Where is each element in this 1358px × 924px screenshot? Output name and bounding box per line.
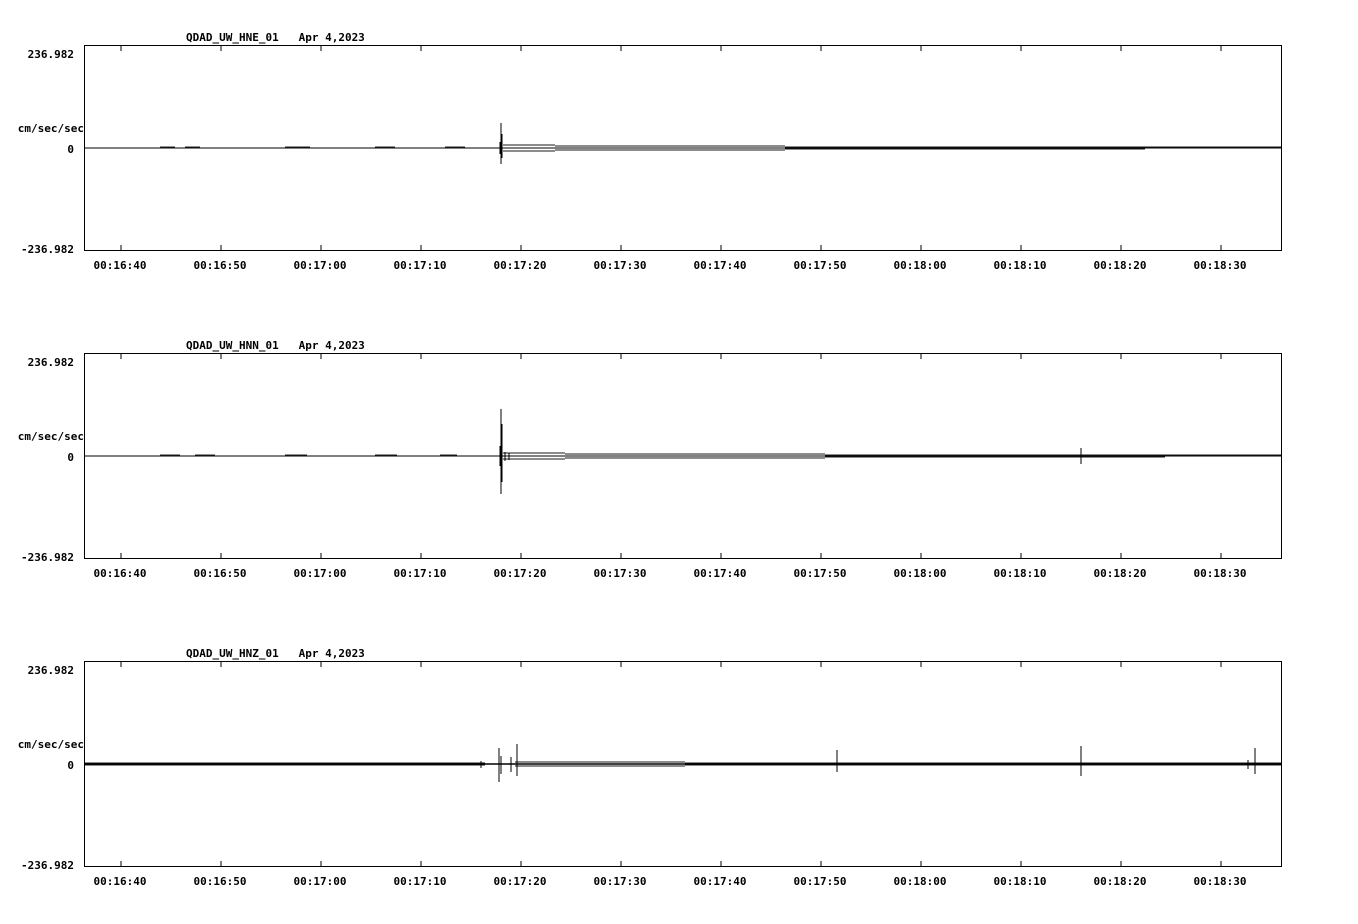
waveform-hnn xyxy=(85,354,1281,558)
xtick-label-hnn-2: 00:17:00 xyxy=(293,567,347,580)
y-axis-zero-label-hnz: 0 xyxy=(67,759,74,772)
waveform-hnz xyxy=(85,662,1281,866)
y-axis-zero-label-hnn: 0 xyxy=(67,451,74,464)
waveform-hne xyxy=(85,46,1281,250)
xtick-label-hne-6: 00:17:40 xyxy=(693,259,747,272)
y-axis-max-label-hnz: 236.982 xyxy=(27,664,74,677)
xtick-label-hne-2: 00:17:00 xyxy=(293,259,347,272)
panel-title-hnn: QDAD_UW_HNN_01 Apr 4,2023 xyxy=(186,339,365,352)
xtick-label-hnn-1: 00:16:50 xyxy=(193,567,247,580)
y-axis-unit-label-hnz: cm/sec/sec xyxy=(17,738,84,751)
xtick-label-hnz-8: 00:18:00 xyxy=(893,875,947,888)
xtick-label-hnn-0: 00:16:40 xyxy=(93,567,147,580)
xtick-label-hne-3: 00:17:10 xyxy=(393,259,447,272)
xtick-label-hne-5: 00:17:30 xyxy=(593,259,647,272)
xtick-label-hnz-0: 00:16:40 xyxy=(93,875,147,888)
xtick-label-hnz-1: 00:16:50 xyxy=(193,875,247,888)
xtick-label-hne-4: 00:17:20 xyxy=(493,259,547,272)
xtick-label-hnz-4: 00:17:20 xyxy=(493,875,547,888)
xtick-label-hnz-2: 00:17:00 xyxy=(293,875,347,888)
plot-area-hnz xyxy=(84,661,1282,867)
y-axis-max-label-hne: 236.982 xyxy=(27,48,74,61)
plot-area-hnn xyxy=(84,353,1282,559)
xtick-label-hne-9: 00:18:10 xyxy=(993,259,1047,272)
xtick-label-hnn-3: 00:17:10 xyxy=(393,567,447,580)
xtick-label-hne-0: 00:16:40 xyxy=(93,259,147,272)
panel-title-hnz: QDAD_UW_HNZ_01 Apr 4,2023 xyxy=(186,647,365,660)
xtick-label-hnn-11: 00:18:30 xyxy=(1193,567,1247,580)
xtick-label-hne-11: 00:18:30 xyxy=(1193,259,1247,272)
xtick-label-hne-1: 00:16:50 xyxy=(193,259,247,272)
xtick-label-hnn-10: 00:18:20 xyxy=(1093,567,1147,580)
y-axis-min-label-hne: -236.982 xyxy=(21,243,74,256)
xtick-label-hnn-8: 00:18:00 xyxy=(893,567,947,580)
seismogram-panel-hnz xyxy=(0,616,1358,924)
xtick-label-hnn-4: 00:17:20 xyxy=(493,567,547,580)
xtick-label-hnn-9: 00:18:10 xyxy=(993,567,1047,580)
y-axis-min-label-hnz: -236.982 xyxy=(21,859,74,872)
xtick-label-hne-8: 00:18:00 xyxy=(893,259,947,272)
xtick-label-hnn-5: 00:17:30 xyxy=(593,567,647,580)
xtick-label-hnz-7: 00:17:50 xyxy=(793,875,847,888)
y-axis-unit-label-hnn: cm/sec/sec xyxy=(17,430,84,443)
xtick-label-hnn-7: 00:17:50 xyxy=(793,567,847,580)
xtick-label-hne-10: 00:18:20 xyxy=(1093,259,1147,272)
seismogram-panel-hne xyxy=(0,0,1358,300)
xtick-label-hnz-10: 00:18:20 xyxy=(1093,875,1147,888)
y-axis-unit-label-hne: cm/sec/sec xyxy=(17,122,84,135)
xtick-label-hnz-9: 00:18:10 xyxy=(993,875,1047,888)
xtick-label-hnn-6: 00:17:40 xyxy=(693,567,747,580)
seismogram-panel-hnn xyxy=(0,308,1358,608)
xtick-label-hne-7: 00:17:50 xyxy=(793,259,847,272)
plot-area-hne xyxy=(84,45,1282,251)
xtick-label-hnz-11: 00:18:30 xyxy=(1193,875,1247,888)
y-axis-max-label-hnn: 236.982 xyxy=(27,356,74,369)
xtick-label-hnz-3: 00:17:10 xyxy=(393,875,447,888)
xtick-label-hnz-6: 00:17:40 xyxy=(693,875,747,888)
y-axis-min-label-hnn: -236.982 xyxy=(21,551,74,564)
y-axis-zero-label-hne: 0 xyxy=(67,143,74,156)
panel-title-hne: QDAD_UW_HNE_01 Apr 4,2023 xyxy=(186,31,365,44)
xtick-label-hnz-5: 00:17:30 xyxy=(593,875,647,888)
